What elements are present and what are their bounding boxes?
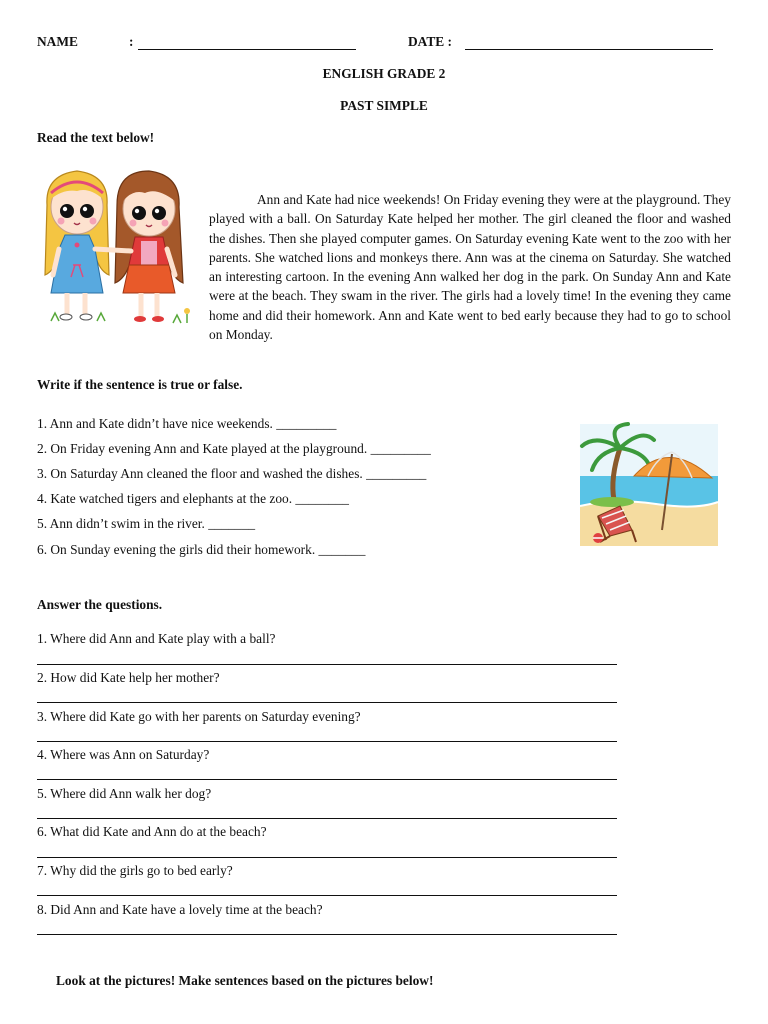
question-item: 2. How did Kate help her mother? bbox=[37, 670, 220, 685]
reading-passage bbox=[37, 190, 731, 344]
grade-title: ENGLISH GRADE 2 bbox=[322, 66, 446, 81]
name-colon: : bbox=[129, 34, 134, 49]
question-item: 3. Where did Kate go with her parents on Saturday evening? bbox=[37, 709, 361, 724]
two-girls-illustration bbox=[37, 165, 209, 337]
question-item: 7. Why did the girls go to bed early? bbox=[37, 863, 233, 878]
answer-line[interactable] bbox=[37, 664, 617, 665]
question-item: 5. Where did Ann walk her dog? bbox=[37, 786, 212, 801]
date-blank-line[interactable] bbox=[465, 49, 713, 50]
name-label: NAME bbox=[37, 34, 78, 49]
beach-umbrella-illustration bbox=[576, 418, 722, 552]
true-false-item: 5. Ann didn’t swim in the river. _______ bbox=[37, 516, 256, 531]
answer-line[interactable] bbox=[37, 895, 617, 896]
questions-instruction: Answer the questions. bbox=[37, 597, 163, 612]
date-label: DATE : bbox=[408, 34, 453, 49]
reading-passage-text: Ann and Kate had nice weekends! On Friday evening they were at the playground. They played with a ball. On Saturday Kate helped her mother. The girl cleaned the floor and washed the dishes. Then she played computer games. On Saturday evening Kate went to the zoo with her parents. She watched lions and monkeys there. Ann was at the cinema on Saturday. She watched an interesting cartoon. In the evening Ann walked her dog in the park. On Sunday Ann and Kate were at the beach. They swam in the river. The girls had a lovely time! In the evening they came home and did their homework. Ann and Kate went to bed early because they had to go to school on Monday. bbox=[209, 192, 731, 343]
true-false-item: 3. On Saturday Ann cleaned the floor and washed the dishes. _________ bbox=[37, 466, 427, 481]
pictures-instruction: Look at the pictures! Make sentences based on the pictures below! bbox=[56, 973, 434, 988]
answer-line[interactable] bbox=[37, 779, 617, 780]
answer-line[interactable] bbox=[37, 857, 617, 858]
true-false-item: 1. Ann and Kate didn’t have nice weekends. _________ bbox=[37, 416, 337, 431]
true-false-item: 2. On Friday evening Ann and Kate played at the playground. _________ bbox=[37, 441, 431, 456]
answer-line[interactable] bbox=[37, 702, 617, 703]
question-item: 1. Where did Ann and Kate play with a ball? bbox=[37, 631, 276, 646]
girls-drawing bbox=[37, 165, 197, 333]
beach-drawing bbox=[576, 418, 722, 552]
question-item: 6. What did Kate and Ann do at the beach? bbox=[37, 824, 267, 839]
answer-line[interactable] bbox=[37, 818, 617, 819]
reading-instruction: Read the text below! bbox=[37, 130, 155, 145]
question-item: 8. Did Ann and Kate have a lovely time at the beach? bbox=[37, 902, 323, 917]
true-false-instruction: Write if the sentence is true or false. bbox=[37, 377, 243, 392]
true-false-item: 4. Kate watched tigers and elephants at the zoo. ________ bbox=[37, 491, 349, 506]
name-blank-line[interactable] bbox=[138, 49, 356, 50]
topic-title: PAST SIMPLE bbox=[340, 98, 428, 113]
question-item: 4. Where was Ann on Saturday? bbox=[37, 747, 210, 762]
answer-line[interactable] bbox=[37, 934, 617, 935]
name-date-header bbox=[37, 34, 727, 54]
true-false-item: 6. On Sunday evening the girls did their homework. _______ bbox=[37, 542, 366, 557]
answer-line[interactable] bbox=[37, 741, 617, 742]
